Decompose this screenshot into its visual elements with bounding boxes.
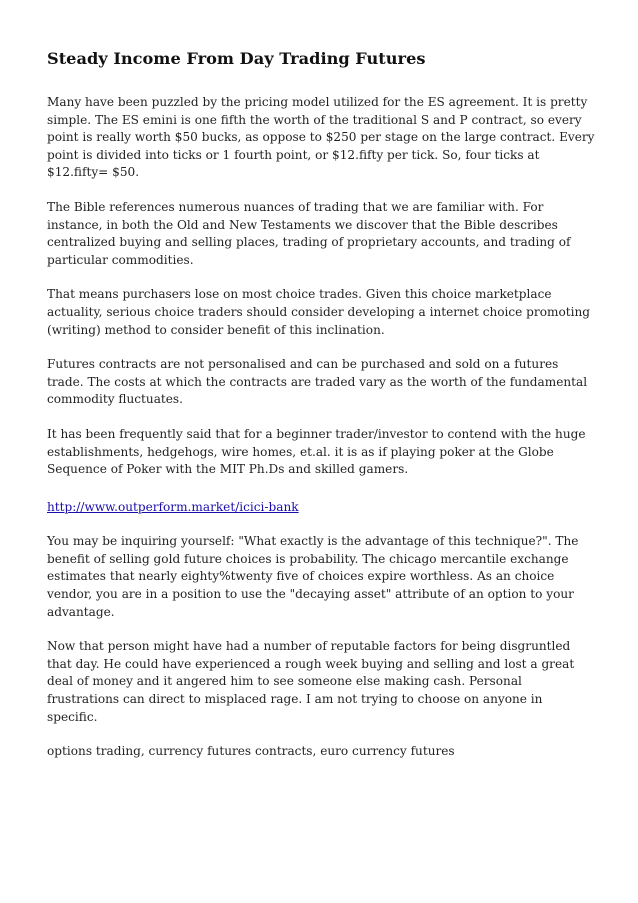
paragraph-advantage-technique: You may be inquiring yourself: "What exactly is the advantage of this technique?". The benefit of selling gold future choices is probability. The chicago mercantile exchange estimates that nearly eighty%twenty five of choices expire worthless. As an choice vendor, you are in a position to use the "decaying asset" attribute of an option to your advantage. — [47, 534, 579, 619]
paragraph-beginner-trader: It has been frequently said that for a beginner trader/investor to contend with the huge establishments, hedgehogs, wire homes, et.al. it is as if playing poker at the Globe Sequence of Poker with the MIT Ph.Ds and skilled gamers. — [47, 426, 586, 477]
paragraph-futures-contracts: Futures contracts are not personalised and can be purchased and sold on a futures trade. The costs at which the contracts are traded vary as the worth of the fundamental commodity fluctuates. — [47, 357, 588, 407]
article-title: Steady Income From Day Trading Futures — [47, 49, 426, 68]
paragraph-choice-trades: That means purchasers lose on most choice trades. Given this choice marketplace actuality, serious choice traders should consider developing a internet choice promoting (writing) method to consider benefit of this inclination. — [47, 287, 590, 337]
paragraph-bible-references: The Bible references numerous nuances of trading that we are familiar with. For instance, in both the Old and New Testaments we discover that the Bible describes centralized buying and selling places, trading of proprietary accounts, and trading of particular commodities. — [47, 199, 571, 267]
paragraph-disgruntled-person: Now that person might have had a number of reputable factors for being disgruntled that day. He could have experienced a rough week buying and selling and lost a great deal of money and it angered him to see someone else making cash. Personal frustrations can direct to misplaced rage. I am not trying to choose on anyone in specific. — [47, 639, 575, 724]
article-tags: options trading, currency futures contracts, euro currency futures — [47, 744, 455, 759]
link-container — [47, 496, 595, 534]
outperform-link[interactable]: http://www.outperform.market/icici-bank — [47, 499, 299, 514]
paragraph-pricing-model: Many have been puzzled by the pricing model utilized for the ES agreement. It is pretty simple. The ES emini is one fifth the worth of the traditional S and P contract, so every point is really worth $50 bucks, as oppose to $250 per stage on the large contract. Every point is divided into ticks or 1 fourth point, or $12.fifty per tick. So, four ticks at $12.fifty= $50. — [47, 95, 595, 180]
document-page — [47, 48, 595, 778]
